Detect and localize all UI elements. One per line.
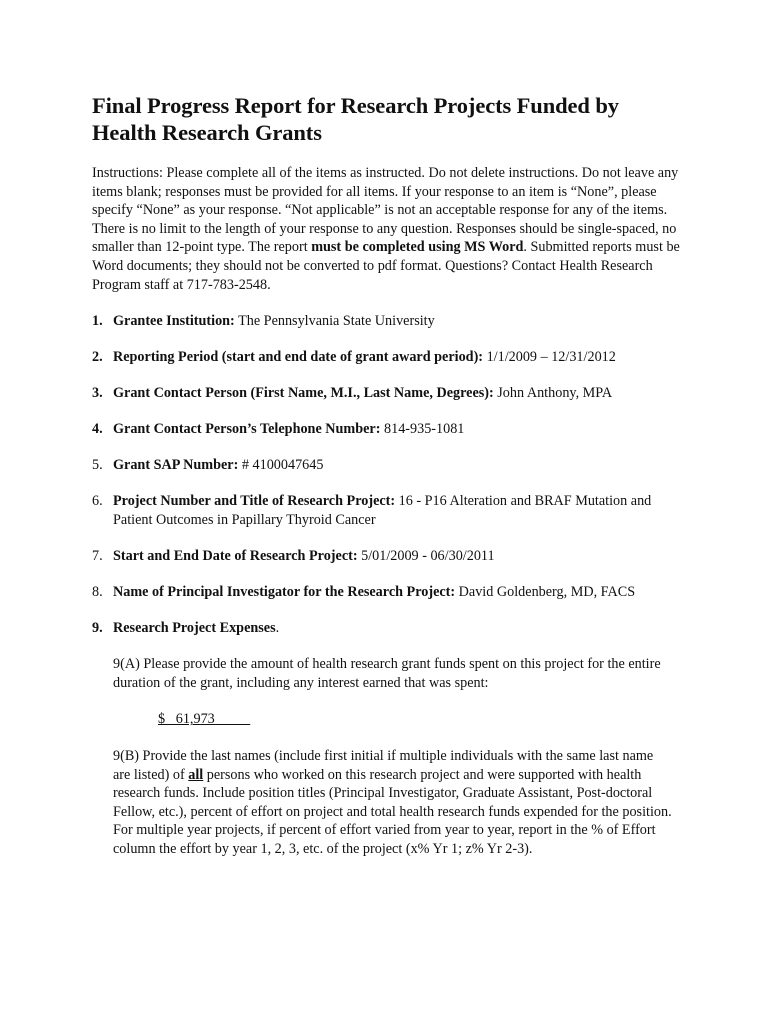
section-9b-text-2: persons who worked on this research project and were supported with health research funds. Include position titles (Principal Investigator, Graduate Assistant, Post-doctoral Fellow, etc.), percent of effort on project and total health research funds expended for the position. For multiple year projects, if percent of effort varied from year to year, report in the % of Effort column the effort by year 1, 2, 3, etc. of the project (x% Yr 1; z% Yr 2-3). (113, 766, 672, 857)
item-number: 4. (92, 421, 103, 438)
item-value: 814-935-1081 (380, 421, 465, 438)
item-number: 6. (92, 493, 103, 510)
item-value: David Goldenberg, MD, FACS (455, 583, 636, 600)
item-value: John Anthony, MPA (493, 385, 613, 402)
instructions-text-1: Instructions: Please complete all of the items as instructed. Do not delete instructions. Do not leave any items blank; responses must be provided for all items. If your response to an item is “None”, please specify “None” as your response. “Not applicable” is not an acceptable response for any of the items. There is no limit to the length of your response to any question. Responses should be single-spaced, no smaller than 12-point type. The report (92, 165, 679, 256)
item-contact-phone (92, 420, 682, 439)
item-sap-number (92, 456, 682, 475)
item-project-dates (92, 547, 682, 566)
section-9b-emphasis: all (188, 766, 204, 783)
item-number: 8. (92, 583, 103, 600)
amount-value: $ 61,973 (158, 711, 251, 728)
instructions-paragraph (92, 164, 682, 294)
item-number: 9. (92, 619, 103, 636)
item-number: 1. (92, 313, 103, 330)
item-value: 1/1/2009 – 12/31/2012 (483, 349, 616, 366)
item-project-expenses (92, 619, 682, 638)
item-number: 3. (92, 385, 103, 402)
item-number: 5. (92, 457, 103, 474)
title-line-2: Health Research Grants (92, 120, 322, 145)
instructions-text-2: . Submitted reports must be Word documents; they should not be converted to pdf format. Questions? Contact Health Research Program staff at 717-783-2548. (92, 239, 680, 293)
page-title (92, 92, 682, 146)
item-label: Grant Contact Person (First Name, M.I., Last Name, Degrees): (113, 385, 494, 402)
item-label: Grantee Institution: (113, 313, 235, 330)
item-label: Start and End Date of Research Project: (113, 547, 358, 564)
item-project-title (92, 492, 682, 529)
item-value: The Pennsylvania State University (234, 313, 435, 330)
item-value: # 4100047645 (238, 457, 324, 474)
title-line-1: Final Progress Report for Research Projects Funded by (92, 93, 619, 118)
section-9a-amount (158, 710, 682, 729)
item-contact-person (92, 384, 682, 403)
item-principal-investigator (92, 583, 682, 602)
item-number: 2. (92, 349, 103, 366)
report-page (92, 92, 682, 877)
item-value: 16 - P16 Alteration and BRAF Mutation and Patient Outcomes in Papillary Thyroid Cancer (113, 493, 652, 528)
item-grantee-institution (92, 312, 682, 331)
item-value: 5/01/2009 - 06/30/2011 (357, 547, 495, 564)
section-9b-text-1: 9(B) Provide the last names (include first initial if multiple individuals with the same last name are listed) of (113, 748, 654, 783)
instructions-bold-text: must be completed using MS Word (311, 239, 524, 256)
item-value: . (275, 619, 280, 636)
item-label: Grant SAP Number: (113, 457, 239, 474)
item-number: 7. (92, 547, 103, 564)
section-9a-text: 9(A) Please provide the amount of health research grant funds spent on this project for the entire duration of the grant, including any interest earned that was spent: (113, 656, 661, 691)
item-label: Grant Contact Person’s Telephone Number: (113, 421, 381, 438)
item-label: Project Number and Title of Research Project: (113, 493, 396, 510)
section-9b-text (113, 747, 673, 859)
item-label: Reporting Period (start and end date of grant award period): (113, 349, 484, 366)
item-reporting-period (92, 348, 682, 367)
item-label: Name of Principal Investigator for the Research Project: (113, 583, 456, 600)
item-label: Research Project Expenses (113, 619, 276, 636)
